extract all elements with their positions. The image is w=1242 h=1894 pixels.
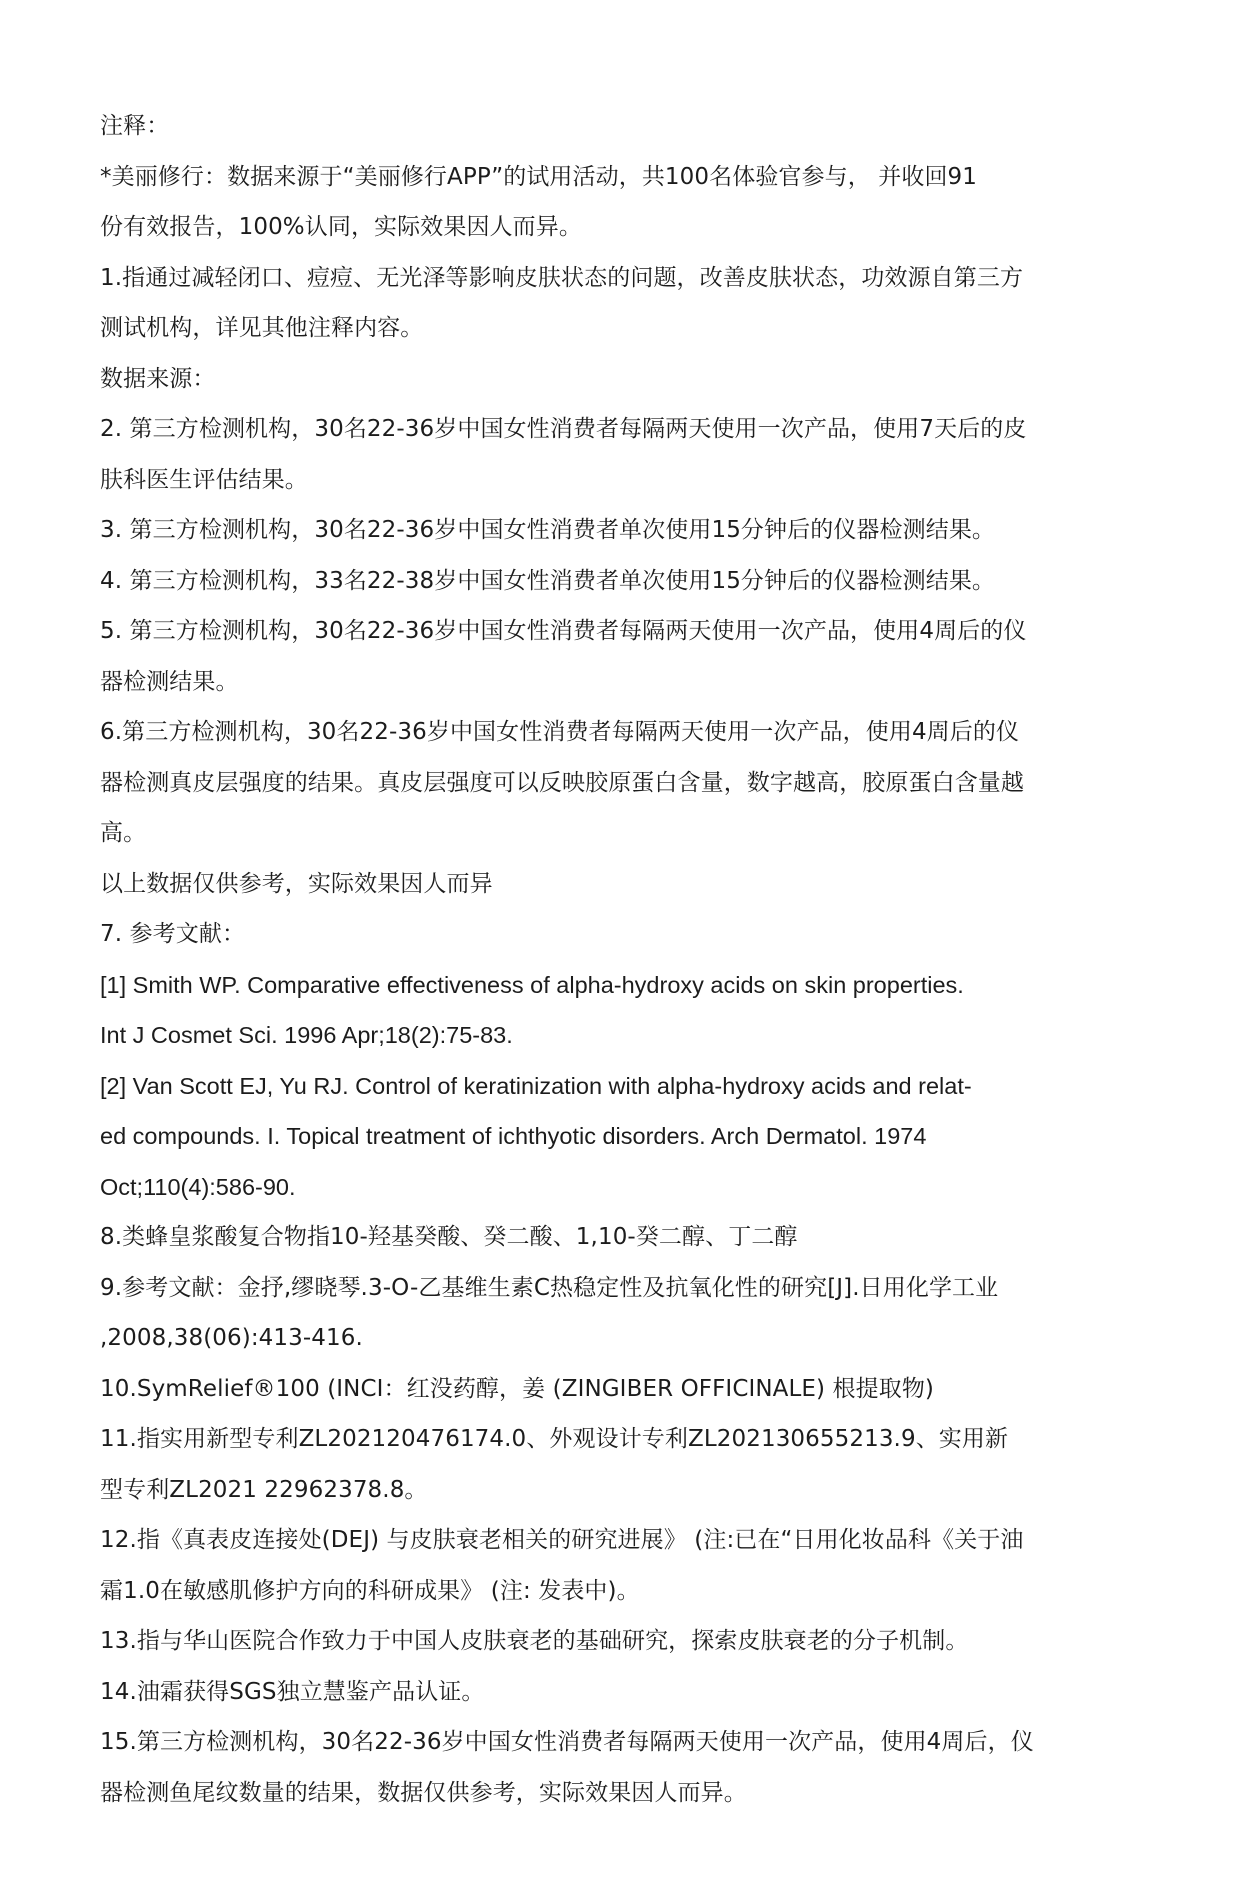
reference-line: ed compounds. I. Topical treatment of ichthyotic disorders. Arch Dermatol. 1974: [100, 1123, 927, 1149]
references-heading: 7. 参考文献：: [100, 921, 246, 947]
reference-line: Int J Cosmet Sci. 1996 Apr;18(2):75-83.: [100, 1022, 513, 1048]
note-line: 份有效报告，100%认同，实际效果因人而异。: [100, 214, 582, 240]
note-line: 8.类蜂皇浆酸复合物指10-羟基癸酸、癸二酸、1,10-癸二醇、丁二醇: [100, 1224, 798, 1250]
data-source-heading: 数据来源：: [100, 365, 216, 392]
note-line: 15.第三方检测机构，30名22-36岁中国女性消费者每隔两天使用一次产品，使用4周后，仪: [100, 1729, 1034, 1755]
note-line: 13.指与华山医院合作致力于中国人皮肤衰老的基础研究，探索皮肤衰老的分子机制。: [100, 1628, 969, 1654]
note-line: 测试机构，详见其他注释内容。: [100, 315, 424, 341]
note-line: 5. 第三方检测机构，30名22-36岁中国女性消费者每隔两天使用一次产品，使用4周后的仪: [100, 618, 1027, 644]
reference-line: [1] Smith WP. Comparative effectiveness of alpha-hydroxy acids on skin properties.: [100, 971, 964, 998]
note-line: 型专利ZL2021 22962378.8。: [100, 1476, 428, 1503]
note-line: ,2008,38(06):413-416.: [100, 1325, 363, 1351]
note-line: 霜1.0在敏感肌修护方向的科研成果》 (注: 发表中)。: [100, 1577, 640, 1604]
note-line: 1.指通过减轻闭口、痘痘、无光泽等影响皮肤状态的问题，改善皮肤状态，功效源自第三方: [100, 264, 1024, 291]
note-line: 高。: [100, 820, 147, 846]
notes-heading: 注释：: [100, 113, 170, 139]
note-line: 4. 第三方检测机构，33名22-38岁中国女性消费者单次使用15分钟后的仪器检测结果。: [100, 567, 996, 594]
note-line: 器检测真皮层强度的结果。真皮层强度可以反映胶原蛋白含量，数字越高，胶原蛋白含量越: [100, 769, 1024, 796]
note-line: 2. 第三方检测机构，30名22-36岁中国女性消费者每隔两天使用一次产品，使用7天后的皮: [100, 416, 1027, 442]
note-line: 肤科医生评估结果。: [100, 466, 308, 493]
note-line: 3. 第三方检测机构，30名22-36岁中国女性消费者单次使用15分钟后的仪器检测结果。: [100, 517, 996, 543]
note-line: 以上数据仅供参考，实际效果因人而异: [100, 870, 493, 897]
note-line: 9.参考文献：金抒,缪晓琴.3-O-乙基维生素C热稳定性及抗氧化性的研究[J].日用化学工业: [100, 1274, 999, 1301]
reference-line: [2] Van Scott EJ, Yu RJ. Control of keratinization with alpha-hydroxy acids and relat-: [100, 1072, 972, 1099]
note-line: 14.油霜获得SGS独立慧鉴产品认证。: [100, 1678, 485, 1705]
note-line: 器检测结果。: [100, 668, 239, 695]
note-line: 12.指《真表皮连接处(DEJ) 与皮肤衰老相关的研究进展》 (注:已在“日用化妆品科《关于油: [100, 1527, 1024, 1553]
note-line: 器检测鱼尾纹数量的结果，数据仅供参考，实际效果因人而异。: [100, 1779, 747, 1806]
note-line: 11.指实用新型专利ZL202120476174.0、外观设计专利ZL202130655213.9、实用新: [100, 1426, 1009, 1452]
note-line: 10.SymRelief®100 (INCI：红没药醇，姜 (ZINGIBER OFFICINALE) 根提取物): [100, 1375, 935, 1402]
reference-line: Oct;110(4):586-90.: [100, 1173, 296, 1200]
note-line: 6.第三方检测机构，30名22-36岁中国女性消费者每隔两天使用一次产品，使用4周后的仪: [100, 719, 1020, 745]
note-line: *美丽修行：数据来源于“美丽修行APP”的试用活动，共100名体验官参与， 并收回91: [100, 163, 978, 190]
